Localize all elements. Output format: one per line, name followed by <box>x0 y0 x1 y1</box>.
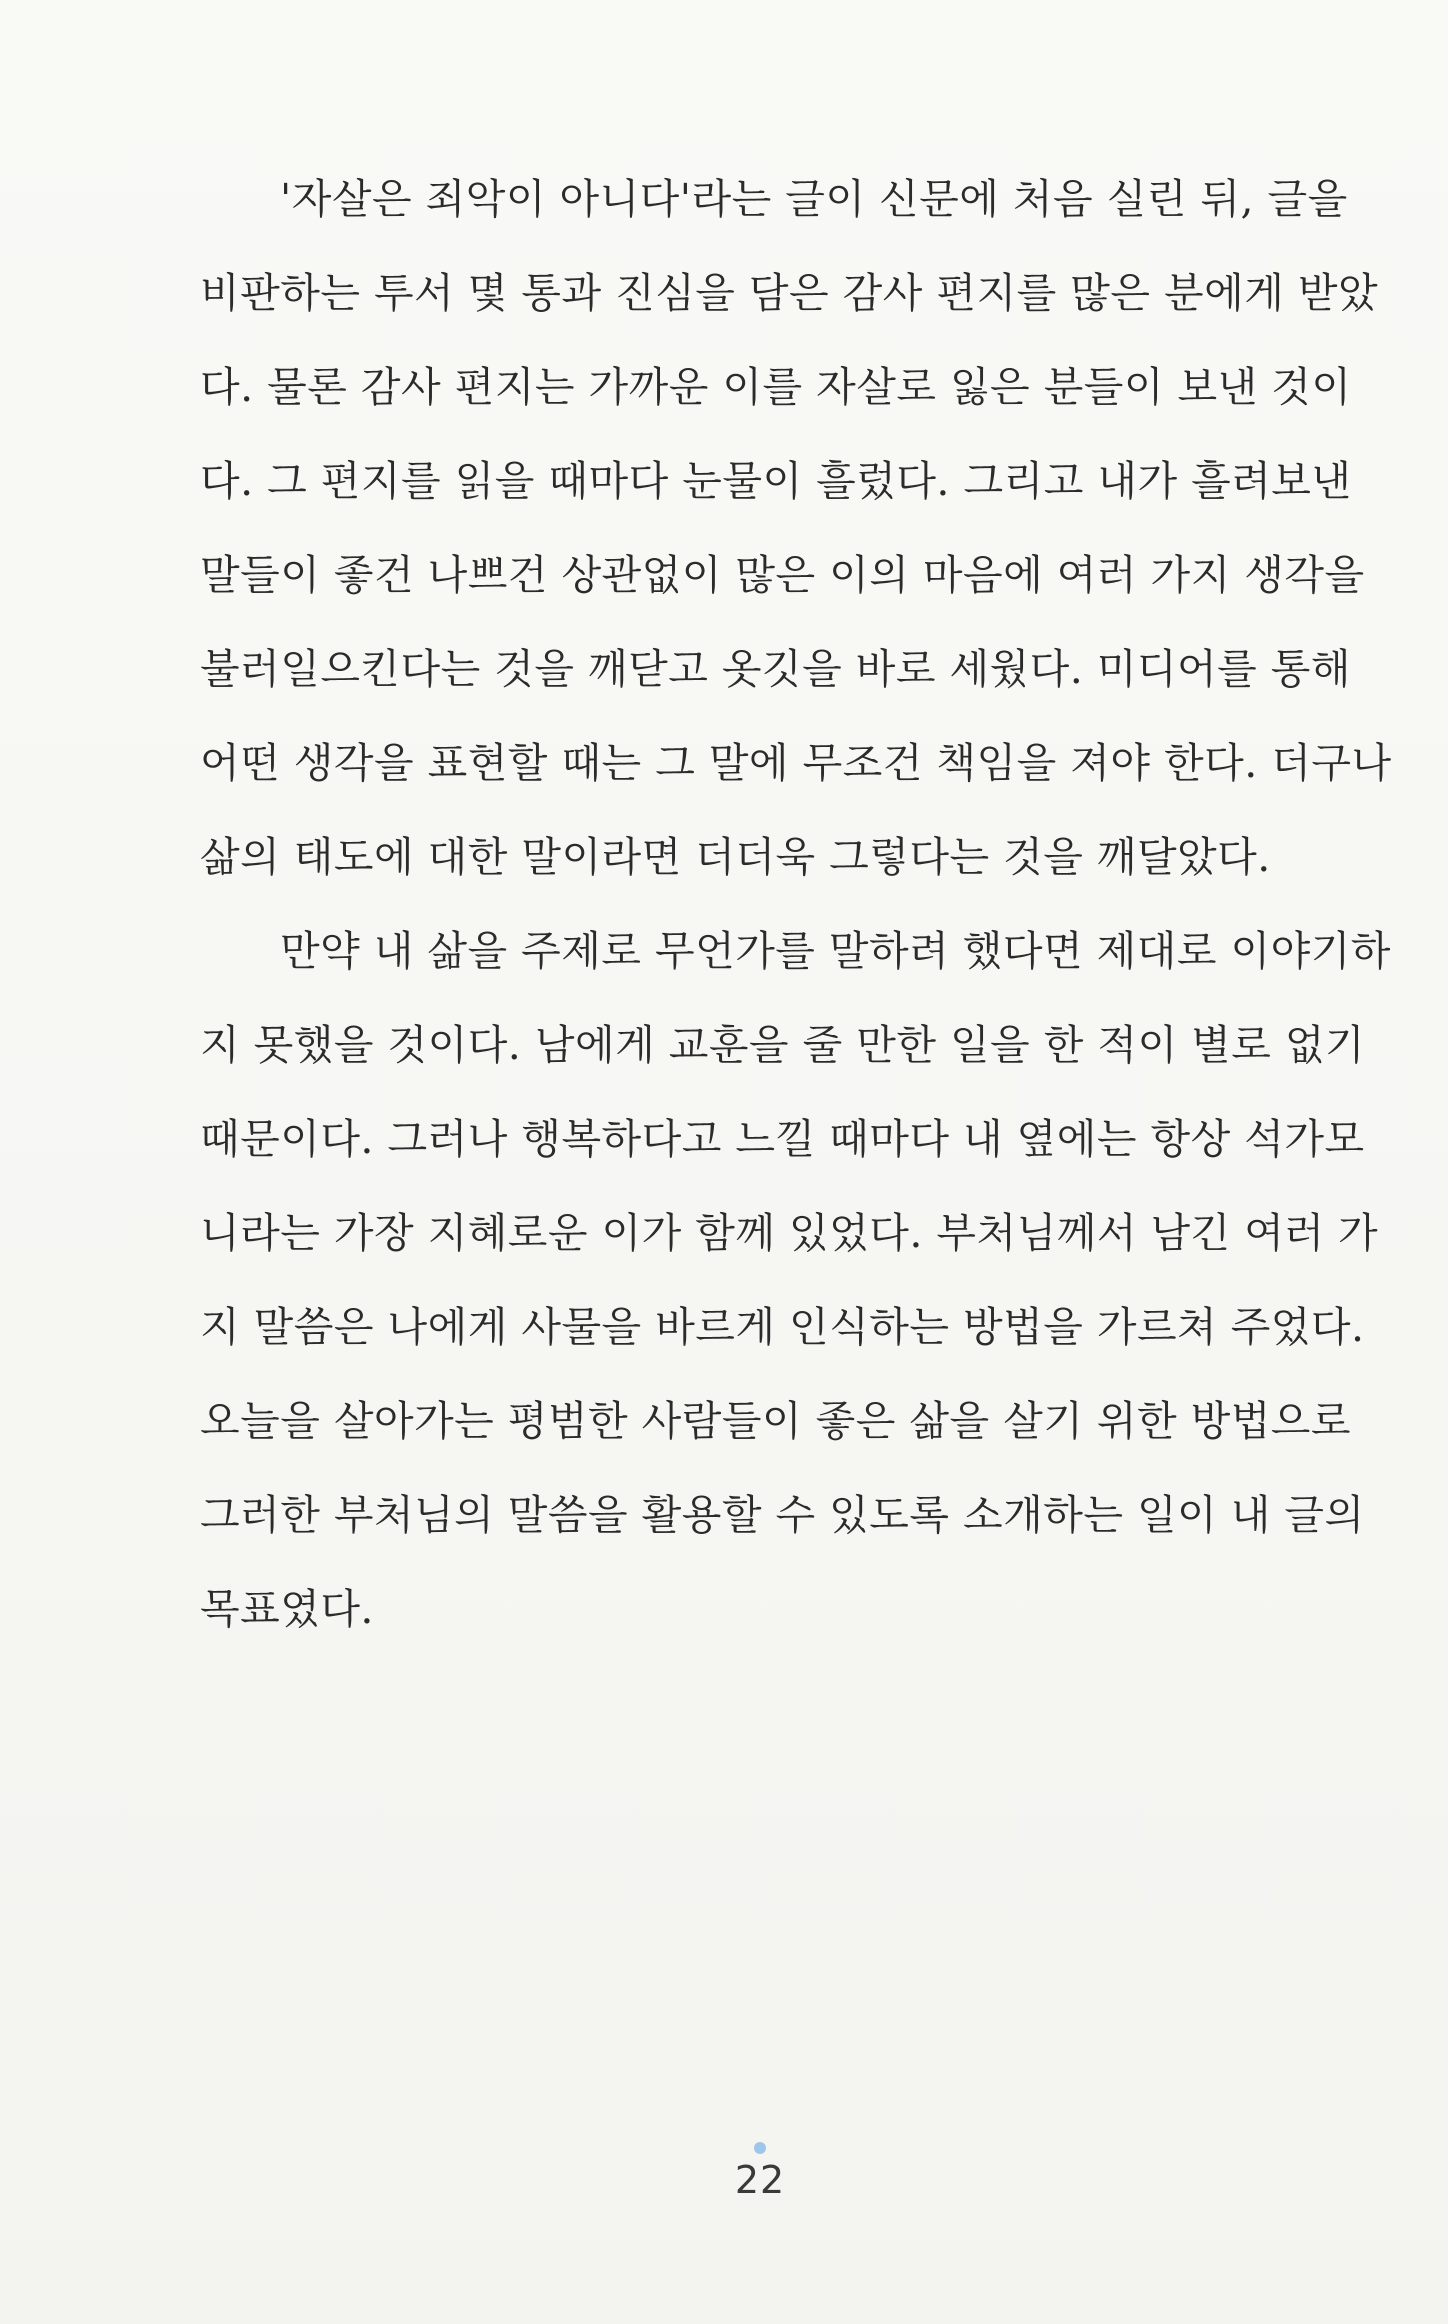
text-line: 그러한 부처님의 말씀을 활용할 수 있도록 소개하는 일이 내 글의 <box>200 1491 1365 1539</box>
text-line: 오늘을 살아가는 평범한 사람들이 좋은 삶을 살기 위한 방법으로 <box>200 1397 1352 1445</box>
text-line: 만약 내 삶을 주제로 무언가를 말하려 했다면 제대로 이야기하 <box>280 927 1391 975</box>
text-line: 때문이다. 그러나 행복하다고 느낄 때마다 내 옆에는 항상 석가모 <box>200 1115 1365 1163</box>
text-line: 지 말씀은 나에게 사물을 바르게 인식하는 방법을 가르쳐 주었다. <box>200 1303 1365 1351</box>
text-line: 불러일으킨다는 것을 깨닫고 옷깃을 바로 세웠다. 미디어를 통해 <box>200 645 1352 693</box>
page-marker-dot <box>754 2142 766 2154</box>
page-number: 22 <box>734 2158 786 2202</box>
text-line: 다. 그 편지를 읽을 때마다 눈물이 흘렀다. 그리고 내가 흘려보낸 <box>200 457 1352 505</box>
text-line: 다. 물론 감사 편지는 가까운 이를 자살로 잃은 분들이 보낸 것이 <box>200 363 1352 411</box>
body-text <box>200 152 1392 1656</box>
paragraph-2 <box>200 904 1391 1656</box>
text-line: '자살은 죄악이 아니다'라는 글이 신문에 처음 실린 뒤, 글을 <box>280 175 1348 223</box>
text-line: 비판하는 투서 몇 통과 진심을 담은 감사 편지를 많은 분에게 받았 <box>200 269 1379 317</box>
paragraph-1 <box>200 152 1392 904</box>
text-line: 어떤 생각을 표현할 때는 그 말에 무조건 책임을 져야 한다. 더구나 <box>200 739 1392 787</box>
text-line: 니라는 가장 지혜로운 이가 함께 있었다. 부처님께서 남긴 여러 가 <box>200 1209 1379 1257</box>
text-line: 말들이 좋건 나쁘건 상관없이 많은 이의 마음에 여러 가지 생각을 <box>200 551 1365 599</box>
text-line: 지 못했을 것이다. 남에게 교훈을 줄 만한 일을 한 적이 별로 없기 <box>200 1021 1366 1069</box>
text-line: 목표였다. <box>200 1585 374 1633</box>
text-line: 삶의 태도에 대한 말이라면 더더욱 그렇다는 것을 깨달았다. <box>200 833 1271 881</box>
